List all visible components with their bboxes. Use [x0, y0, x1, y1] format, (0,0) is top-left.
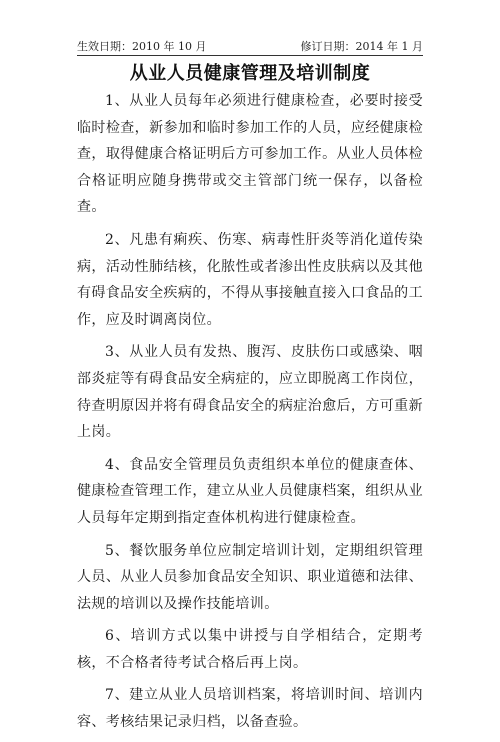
effective-date: 生效日期：2010 年 10 月 [77, 40, 207, 53]
paragraph-5: 5、餐饮服务单位应制定培训计划，定期组织管理人员、从业人员参加食品安全知识、职业道德和法律、法规的培训以及操作技能培训。 [77, 542, 423, 612]
revised-date: 修订日期：2014 年 1 月 [300, 40, 423, 53]
paragraph-2: 2、凡患有痢疾、伤寒、病毒性肝炎等消化道传染病，活动性肺结核，化脓性或者渗出性皮肤病以及其他有碍食品安全疾病的，不得从事接触直接入口食品的工作，应及时调离岗位。 [77, 231, 423, 328]
document-body [77, 88, 423, 742]
header-divider [77, 55, 423, 56]
page-header [77, 34, 423, 54]
paragraph-6: 6、培训方式以集中讲授与自学相结合，定期考核，不合格者待考试合格后再上岗。 [77, 628, 423, 671]
document-title: 从业人员健康管理及培训制度 [129, 63, 371, 84]
paragraph-7: 7、建立从业人员培训档案，将培训时间、培训内容、考核结果记录归档，以备查验。 [77, 687, 423, 731]
paragraph-4: 4、食品安全管理员负责组织本单位的健康查体、健康检查管理工作，建立从业人员健康档案，组织从业人员每年定期到指定查体机构进行健康检查。 [77, 456, 423, 526]
paragraph-1: 1、从业人员每年必须进行健康检查，必要时接受临时检查，新参加和临时参加工作的人员，应经健康检查，取得健康合格证明后方可参加工作。从业人员体检合格证明应随身携带或交主管部门统一保存，以备检查。 [77, 93, 423, 216]
paragraph-3: 3、从业人员有发热、腹泻、皮肤伤口或感染、咽部炎症等有碍食品安全病症的，应立即脱离工作岗位，待查明原因并将有碍食品安全的病症治愈后，方可重新上岗。 [77, 344, 423, 441]
